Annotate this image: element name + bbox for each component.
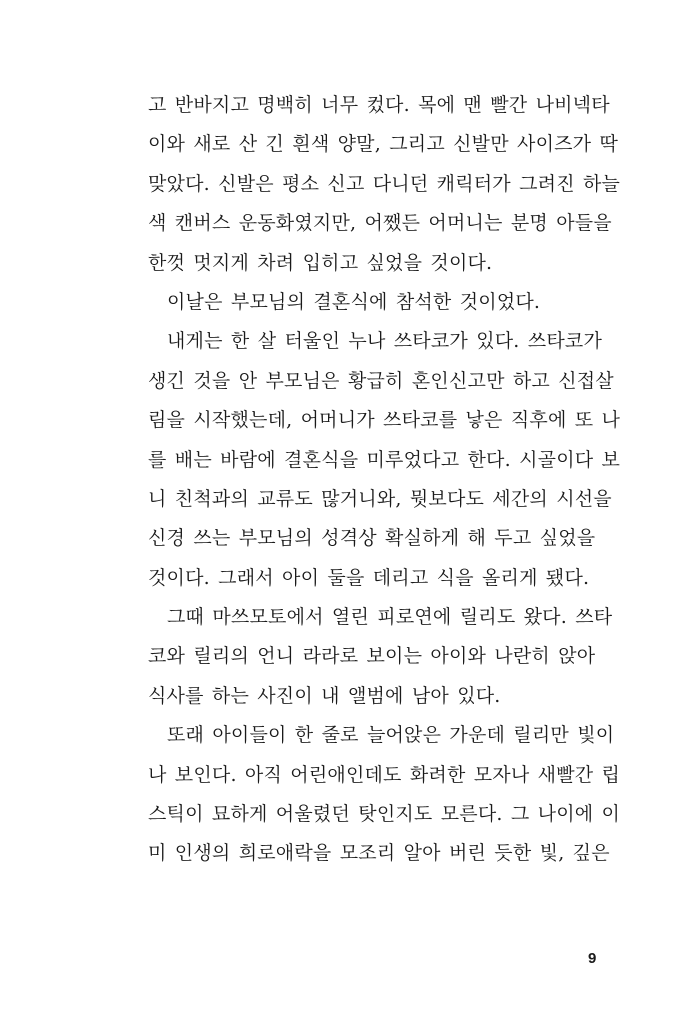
text-line: 식사를 하는 사진이 내 앨범에 남아 있다.: [148, 684, 501, 707]
paragraph-start-line: 그때 마쓰모토에서 열린 피로연에 릴리도 왔다. 쓰타: [167, 606, 613, 629]
text-line: 고 반바지고 명백히 너무 컸다. 목에 맨 빨간 나비넥타: [148, 94, 610, 116]
text-line: 신경 쓰는 부모님의 성격상 확실하게 해 두고 싶었을: [148, 527, 596, 550]
text-line: 나 보인다. 아직 어린애인데도 화려한 모자나 새빨간 립: [148, 763, 621, 786]
text-line: 림을 시작했는데, 어머니가 쓰타코를 낳은 직후에 또 나: [148, 409, 621, 432]
body-text: [148, 86, 621, 874]
text-line: 맞았다. 신발은 평소 신고 다니던 캐릭터가 그려진 하늘: [148, 172, 621, 195]
text-line: 미 인생의 희로애락을 모조리 알아 버린 듯한 빛, 깊은: [148, 842, 610, 865]
text-line: 한껏 멋지게 차려 입히고 싶었을 것이다.: [148, 251, 493, 274]
text-line: 니 친척과의 교류도 많거니와, 뭣보다도 세간의 시선을: [148, 487, 612, 510]
paragraph-start-line: 내게는 한 살 터울인 누나 쓰타코가 있다. 쓰타코가: [167, 330, 602, 353]
text-line: 색 캔버스 운동화였지만, 어쨌든 어머니는 분명 아들을: [148, 212, 612, 235]
text-line: 코와 릴리의 언니 라라로 보이는 아이와 나란히 앉아: [148, 645, 596, 668]
paragraph-start-line: 이날은 부모님의 결혼식에 참석한 것이었다.: [167, 290, 541, 313]
page-number: 9: [588, 950, 597, 967]
text-line: 스틱이 묘하게 어울렸던 탓인지도 모른다. 그 나이에 이: [148, 803, 621, 826]
text-line: 것이다. 그래서 아이 둘을 데리고 식을 올리게 됐다.: [148, 566, 590, 589]
paragraph-start-line: 또래 아이들이 한 줄로 늘어앉은 가운데 릴리만 빛이: [167, 724, 615, 747]
text-line: 를 배는 바람에 결혼식을 미루었다고 한다. 시골이다 보: [148, 448, 621, 471]
text-line: 생긴 것을 안 부모님은 황급히 혼인신고만 하고 신접살: [148, 369, 614, 392]
text-line: 이와 새로 산 긴 흰색 양말, 그리고 신발만 사이즈가 딱: [148, 133, 619, 156]
